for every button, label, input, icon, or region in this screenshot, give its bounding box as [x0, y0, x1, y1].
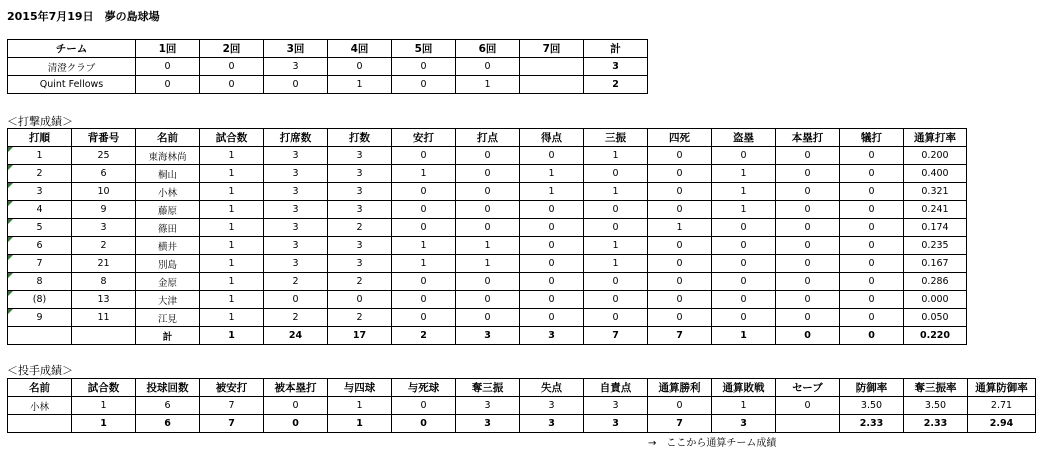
batting-total-cell: 計 — [136, 327, 200, 345]
pitching-total-cell — [8, 415, 72, 433]
pitching-table — [7, 378, 1036, 433]
pitching-header-cell: 奪三振 — [456, 379, 520, 397]
batting-cell: 3 — [264, 255, 328, 273]
batting-cell: 0 — [840, 273, 904, 291]
batting-cell: 0 — [648, 147, 712, 165]
batting-header-cell: 安打 — [392, 129, 456, 147]
batting-cell: 0 — [648, 255, 712, 273]
batting-cell: 2 — [328, 219, 392, 237]
batting-cell: 1 — [392, 255, 456, 273]
batting-cell: 5 — [8, 219, 72, 237]
batting-cell: 1 — [712, 183, 776, 201]
batting-cell: 0 — [648, 201, 712, 219]
pitching-total-cell: 6 — [136, 415, 200, 433]
pitching-header-cell: 通算防御率 — [968, 379, 1036, 397]
batting-cell: 東海林尚 — [136, 147, 200, 165]
batting-cell: 3 — [328, 201, 392, 219]
pitching-cell: 0 — [392, 397, 456, 415]
batting-total-cell: 0 — [776, 327, 840, 345]
batting-cell: 1 — [200, 183, 264, 201]
batting-cell: 1 — [200, 291, 264, 309]
batting-header-cell: 通算打率 — [904, 129, 967, 147]
batting-cell: 2 — [264, 309, 328, 327]
batting-cell: 1 — [200, 273, 264, 291]
batting-cell: 別島 — [136, 255, 200, 273]
batting-cell: 0.235 — [904, 237, 967, 255]
batting-total-cell: 0 — [840, 327, 904, 345]
pitching-header-cell: セーブ — [776, 379, 840, 397]
batting-cell: 11 — [72, 309, 136, 327]
batting-cell: 0 — [456, 273, 520, 291]
batting-cell: 1 — [200, 255, 264, 273]
batting-cell: 0 — [456, 183, 520, 201]
batting-cell: 0 — [712, 309, 776, 327]
batting-cell: 0 — [584, 201, 648, 219]
batting-cell: 0 — [392, 201, 456, 219]
batting-header-cell: 四死 — [648, 129, 712, 147]
batting-cell: 3 — [264, 237, 328, 255]
score-cell: 0 — [264, 76, 328, 94]
batting-cell: 3 — [264, 147, 328, 165]
batting-cell: 1 — [712, 165, 776, 183]
batting-total-cell: 1 — [712, 327, 776, 345]
batting-cell: 3 — [328, 165, 392, 183]
batting-cell: 0.400 — [904, 165, 967, 183]
batting-cell: 0 — [776, 237, 840, 255]
batting-cell: 0 — [456, 291, 520, 309]
score-cell: 0 — [200, 58, 264, 76]
batting-row — [8, 237, 967, 255]
pitching-total-row — [8, 415, 1036, 433]
batting-total-cell: 7 — [584, 327, 648, 345]
batting-cell: 1 — [584, 237, 648, 255]
pitching-header-cell: 試合数 — [72, 379, 136, 397]
batting-total-cell — [8, 327, 72, 345]
pitching-total-cell: 1 — [72, 415, 136, 433]
score-cell: 清澄クラブ — [8, 58, 136, 76]
batting-cell: 藤原 — [136, 201, 200, 219]
pitching-cell: 1 — [328, 397, 392, 415]
pitching-row — [8, 397, 1036, 415]
pitching-total-cell: 1 — [328, 415, 392, 433]
batting-cell: 0 — [456, 219, 520, 237]
score-cell: 0 — [328, 58, 392, 76]
batting-cell: 2 — [328, 273, 392, 291]
batting-cell: 1 — [200, 309, 264, 327]
score-table — [7, 39, 648, 94]
batting-cell: 0 — [584, 273, 648, 291]
page-title: 2015年7月19日 夢の島球場 — [7, 10, 160, 23]
batting-cell: 1 — [200, 219, 264, 237]
batting-cell: 1 — [456, 237, 520, 255]
batting-cell: 1 — [520, 183, 584, 201]
batting-cell: 0 — [456, 201, 520, 219]
batting-cell: 0 — [392, 291, 456, 309]
pitching-total-cell: 3 — [712, 415, 776, 433]
batting-cell: 1 — [456, 255, 520, 273]
batting-cell: 0 — [520, 237, 584, 255]
score-row — [8, 58, 648, 76]
batting-header-cell: 本塁打 — [776, 129, 840, 147]
batting-cell: 4 — [8, 201, 72, 219]
batting-cell: 0 — [648, 309, 712, 327]
batting-cell: 3 — [264, 183, 328, 201]
batting-header-cell: 打数 — [328, 129, 392, 147]
pitching-header-cell: 名前 — [8, 379, 72, 397]
pitching-header-cell: 防御率 — [840, 379, 904, 397]
batting-cell: (8) — [8, 291, 72, 309]
score-header-cell: 7回 — [520, 40, 584, 58]
batting-cell: 0 — [840, 309, 904, 327]
batting-cell: 大津 — [136, 291, 200, 309]
batting-cell: 0 — [520, 219, 584, 237]
pitching-total-cell: 3 — [520, 415, 584, 433]
score-header-cell: 6回 — [456, 40, 520, 58]
pitching-total-cell: 0 — [264, 415, 328, 433]
batting-cell: 13 — [72, 291, 136, 309]
batting-cell: 0 — [712, 255, 776, 273]
batting-cell: 0 — [840, 255, 904, 273]
batting-cell: 0 — [840, 147, 904, 165]
batting-cell: 1 — [8, 147, 72, 165]
batting-header-cell: 犠打 — [840, 129, 904, 147]
batting-cell: 0 — [648, 165, 712, 183]
batting-row — [8, 255, 967, 273]
batting-header-cell: 打席数 — [264, 129, 328, 147]
batting-cell: 3 — [328, 237, 392, 255]
batting-cell: 8 — [8, 273, 72, 291]
batting-cell: 6 — [72, 165, 136, 183]
pitching-cell: 7 — [200, 397, 264, 415]
score-cell: 0 — [392, 76, 456, 94]
pitching-header-cell: 奪三振率 — [904, 379, 968, 397]
batting-total-cell: 3 — [456, 327, 520, 345]
batting-cell: 0 — [776, 201, 840, 219]
pitching-section-label: ＜投手成績＞ — [7, 364, 73, 377]
batting-row — [8, 273, 967, 291]
batting-header-cell: 打順 — [8, 129, 72, 147]
batting-cell: 0 — [456, 165, 520, 183]
batting-cell: 0 — [392, 219, 456, 237]
batting-cell: 1 — [584, 255, 648, 273]
batting-cell: 0 — [712, 273, 776, 291]
batting-cell: 0 — [456, 147, 520, 165]
pitching-header-cell: 失点 — [520, 379, 584, 397]
batting-cell: 9 — [72, 201, 136, 219]
pitching-cell: 3.50 — [904, 397, 968, 415]
batting-cell: 3 — [328, 183, 392, 201]
batting-header-cell: 試合数 — [200, 129, 264, 147]
pitching-header-cell: 投球回数 — [136, 379, 200, 397]
batting-cell: 1 — [200, 165, 264, 183]
pitching-cell: 0 — [648, 397, 712, 415]
batting-cell: 1 — [584, 183, 648, 201]
batting-cell: 0 — [328, 291, 392, 309]
batting-cell: 0 — [712, 147, 776, 165]
batting-cell: 0 — [840, 219, 904, 237]
batting-header-cell: 背番号 — [72, 129, 136, 147]
batting-cell: 3 — [264, 219, 328, 237]
batting-cell: 7 — [8, 255, 72, 273]
pitching-total-cell: 3 — [456, 415, 520, 433]
batting-cell: 桐山 — [136, 165, 200, 183]
batting-cell: 0 — [776, 291, 840, 309]
batting-cell: 1 — [392, 237, 456, 255]
batting-total-cell: 0.220 — [904, 327, 967, 345]
batting-cell: 江見 — [136, 309, 200, 327]
pitching-cell: 3 — [520, 397, 584, 415]
batting-row — [8, 219, 967, 237]
batting-total-cell: 3 — [520, 327, 584, 345]
batting-cell: 2 — [72, 237, 136, 255]
score-cell: 0 — [456, 58, 520, 76]
batting-row — [8, 147, 967, 165]
batting-cell: 2 — [328, 309, 392, 327]
pitching-header-cell: 通算勝利 — [648, 379, 712, 397]
batting-cell: 0 — [584, 219, 648, 237]
batting-row — [8, 309, 967, 327]
batting-cell: 1 — [584, 147, 648, 165]
batting-cell: 0 — [648, 273, 712, 291]
score-cell: 0 — [136, 58, 200, 76]
score-cell: 3 — [584, 58, 648, 76]
batting-cell: 0 — [776, 165, 840, 183]
batting-cell: 0.000 — [904, 291, 967, 309]
score-cell: 1 — [456, 76, 520, 94]
batting-cell: 0 — [776, 273, 840, 291]
batting-cell: 0 — [840, 237, 904, 255]
score-cell: 3 — [264, 58, 328, 76]
batting-cell: 0.286 — [904, 273, 967, 291]
batting-header-cell: 名前 — [136, 129, 200, 147]
score-header-cell: 計 — [584, 40, 648, 58]
batting-cell: 0 — [392, 147, 456, 165]
pitching-cell: 小林 — [8, 397, 72, 415]
pitching-total-cell: 0 — [392, 415, 456, 433]
batting-cell: 0 — [776, 255, 840, 273]
batting-header-cell: 三振 — [584, 129, 648, 147]
pitching-total-cell: 3 — [584, 415, 648, 433]
batting-cell: 0 — [648, 183, 712, 201]
pitching-total-cell: 7 — [200, 415, 264, 433]
batting-cell: 1 — [392, 165, 456, 183]
pitching-cell: 3 — [584, 397, 648, 415]
score-header-cell: 4回 — [328, 40, 392, 58]
batting-cell: 0 — [776, 183, 840, 201]
batting-cell: 0.321 — [904, 183, 967, 201]
batting-cell: 2 — [264, 273, 328, 291]
batting-cell: 3 — [328, 147, 392, 165]
score-cell — [520, 76, 584, 94]
batting-cell: 0 — [840, 201, 904, 219]
score-header-cell: 3回 — [264, 40, 328, 58]
score-cell: 0 — [392, 58, 456, 76]
pitching-cell: 3.50 — [840, 397, 904, 415]
pitching-header-cell: 通算敗戦 — [712, 379, 776, 397]
batting-cell: 0 — [776, 219, 840, 237]
batting-cell: 0 — [520, 291, 584, 309]
batting-cell: 0 — [712, 219, 776, 237]
pitching-total-cell: 2.33 — [840, 415, 904, 433]
batting-row — [8, 165, 967, 183]
batting-total-cell — [72, 327, 136, 345]
batting-cell: 0 — [456, 309, 520, 327]
score-cell: 0 — [136, 76, 200, 94]
batting-cell: 3 — [8, 183, 72, 201]
batting-cell: 0 — [392, 183, 456, 201]
batting-cell: 1 — [200, 237, 264, 255]
batting-cell: 10 — [72, 183, 136, 201]
batting-cell: 0.174 — [904, 219, 967, 237]
batting-cell: 0 — [584, 165, 648, 183]
pitching-header-cell: 被本塁打 — [264, 379, 328, 397]
batting-cell: 2 — [8, 165, 72, 183]
batting-total-cell: 1 — [200, 327, 264, 345]
batting-header-cell: 得点 — [520, 129, 584, 147]
pitching-total-cell — [776, 415, 840, 433]
batting-row — [8, 201, 967, 219]
batting-cell: 0.200 — [904, 147, 967, 165]
batting-header-cell: 盗塁 — [712, 129, 776, 147]
pitching-cell: 0 — [264, 397, 328, 415]
team-stats-note: → ここから通算チーム成績 — [648, 438, 777, 449]
batting-total-row — [8, 327, 967, 345]
batting-cell: 0 — [392, 273, 456, 291]
batting-cell: 0 — [520, 309, 584, 327]
batting-cell: 横井 — [136, 237, 200, 255]
batting-cell: 0 — [584, 309, 648, 327]
batting-cell: 0 — [712, 291, 776, 309]
batting-total-cell: 7 — [648, 327, 712, 345]
batting-cell: 0 — [392, 309, 456, 327]
batting-header-cell: 打点 — [456, 129, 520, 147]
batting-cell: 21 — [72, 255, 136, 273]
batting-cell: 0 — [520, 201, 584, 219]
batting-cell: 1 — [200, 147, 264, 165]
batting-cell: 8 — [72, 273, 136, 291]
batting-cell: 0.050 — [904, 309, 967, 327]
batting-cell: 0 — [520, 273, 584, 291]
pitching-total-cell: 2.33 — [904, 415, 968, 433]
pitching-cell: 0 — [776, 397, 840, 415]
score-header-cell: 2回 — [200, 40, 264, 58]
batting-cell: 0 — [840, 183, 904, 201]
batting-cell: 3 — [328, 255, 392, 273]
pitching-cell: 1 — [72, 397, 136, 415]
batting-cell: 1 — [200, 201, 264, 219]
batting-cell: 3 — [264, 165, 328, 183]
batting-cell: 0.167 — [904, 255, 967, 273]
batting-cell: 0 — [648, 291, 712, 309]
batting-total-cell: 24 — [264, 327, 328, 345]
score-cell: 1 — [328, 76, 392, 94]
batting-section-label: ＜打撃成績＞ — [7, 115, 73, 128]
batting-cell: 0 — [520, 255, 584, 273]
score-header-cell: チーム — [8, 40, 136, 58]
batting-cell: 0 — [712, 237, 776, 255]
batting-cell: 3 — [264, 201, 328, 219]
batting-cell: 25 — [72, 147, 136, 165]
pitching-cell: 2.71 — [968, 397, 1036, 415]
batting-cell: 0 — [840, 165, 904, 183]
score-header-cell: 5回 — [392, 40, 456, 58]
batting-cell: 0 — [648, 237, 712, 255]
score-row — [8, 76, 648, 94]
pitching-header-cell: 与死球 — [392, 379, 456, 397]
batting-cell: 3 — [72, 219, 136, 237]
batting-cell: 金原 — [136, 273, 200, 291]
batting-row — [8, 183, 967, 201]
pitching-header-cell: 自責点 — [584, 379, 648, 397]
batting-cell: 0.241 — [904, 201, 967, 219]
score-header-cell: 1回 — [136, 40, 200, 58]
pitching-total-cell: 2.94 — [968, 415, 1036, 433]
batting-cell: 9 — [8, 309, 72, 327]
batting-cell: 小林 — [136, 183, 200, 201]
score-cell — [520, 58, 584, 76]
score-cell: 0 — [200, 76, 264, 94]
batting-total-cell: 2 — [392, 327, 456, 345]
batting-cell: 1 — [648, 219, 712, 237]
batting-total-cell: 17 — [328, 327, 392, 345]
pitching-cell: 3 — [456, 397, 520, 415]
batting-cell: 6 — [8, 237, 72, 255]
pitching-total-cell: 7 — [648, 415, 712, 433]
batting-cell: 篠田 — [136, 219, 200, 237]
pitching-cell: 1 — [712, 397, 776, 415]
batting-row — [8, 291, 967, 309]
batting-cell: 0 — [776, 309, 840, 327]
batting-cell: 1 — [712, 201, 776, 219]
batting-cell: 0 — [776, 147, 840, 165]
batting-cell: 0 — [520, 147, 584, 165]
score-cell: Quint Fellows — [8, 76, 136, 94]
batting-cell: 0 — [840, 291, 904, 309]
batting-cell: 0 — [584, 291, 648, 309]
batting-table — [7, 128, 967, 345]
batting-cell: 0 — [264, 291, 328, 309]
score-cell: 2 — [584, 76, 648, 94]
pitching-cell: 6 — [136, 397, 200, 415]
pitching-header-cell: 被安打 — [200, 379, 264, 397]
pitching-header-cell: 与四球 — [328, 379, 392, 397]
batting-cell: 1 — [520, 165, 584, 183]
